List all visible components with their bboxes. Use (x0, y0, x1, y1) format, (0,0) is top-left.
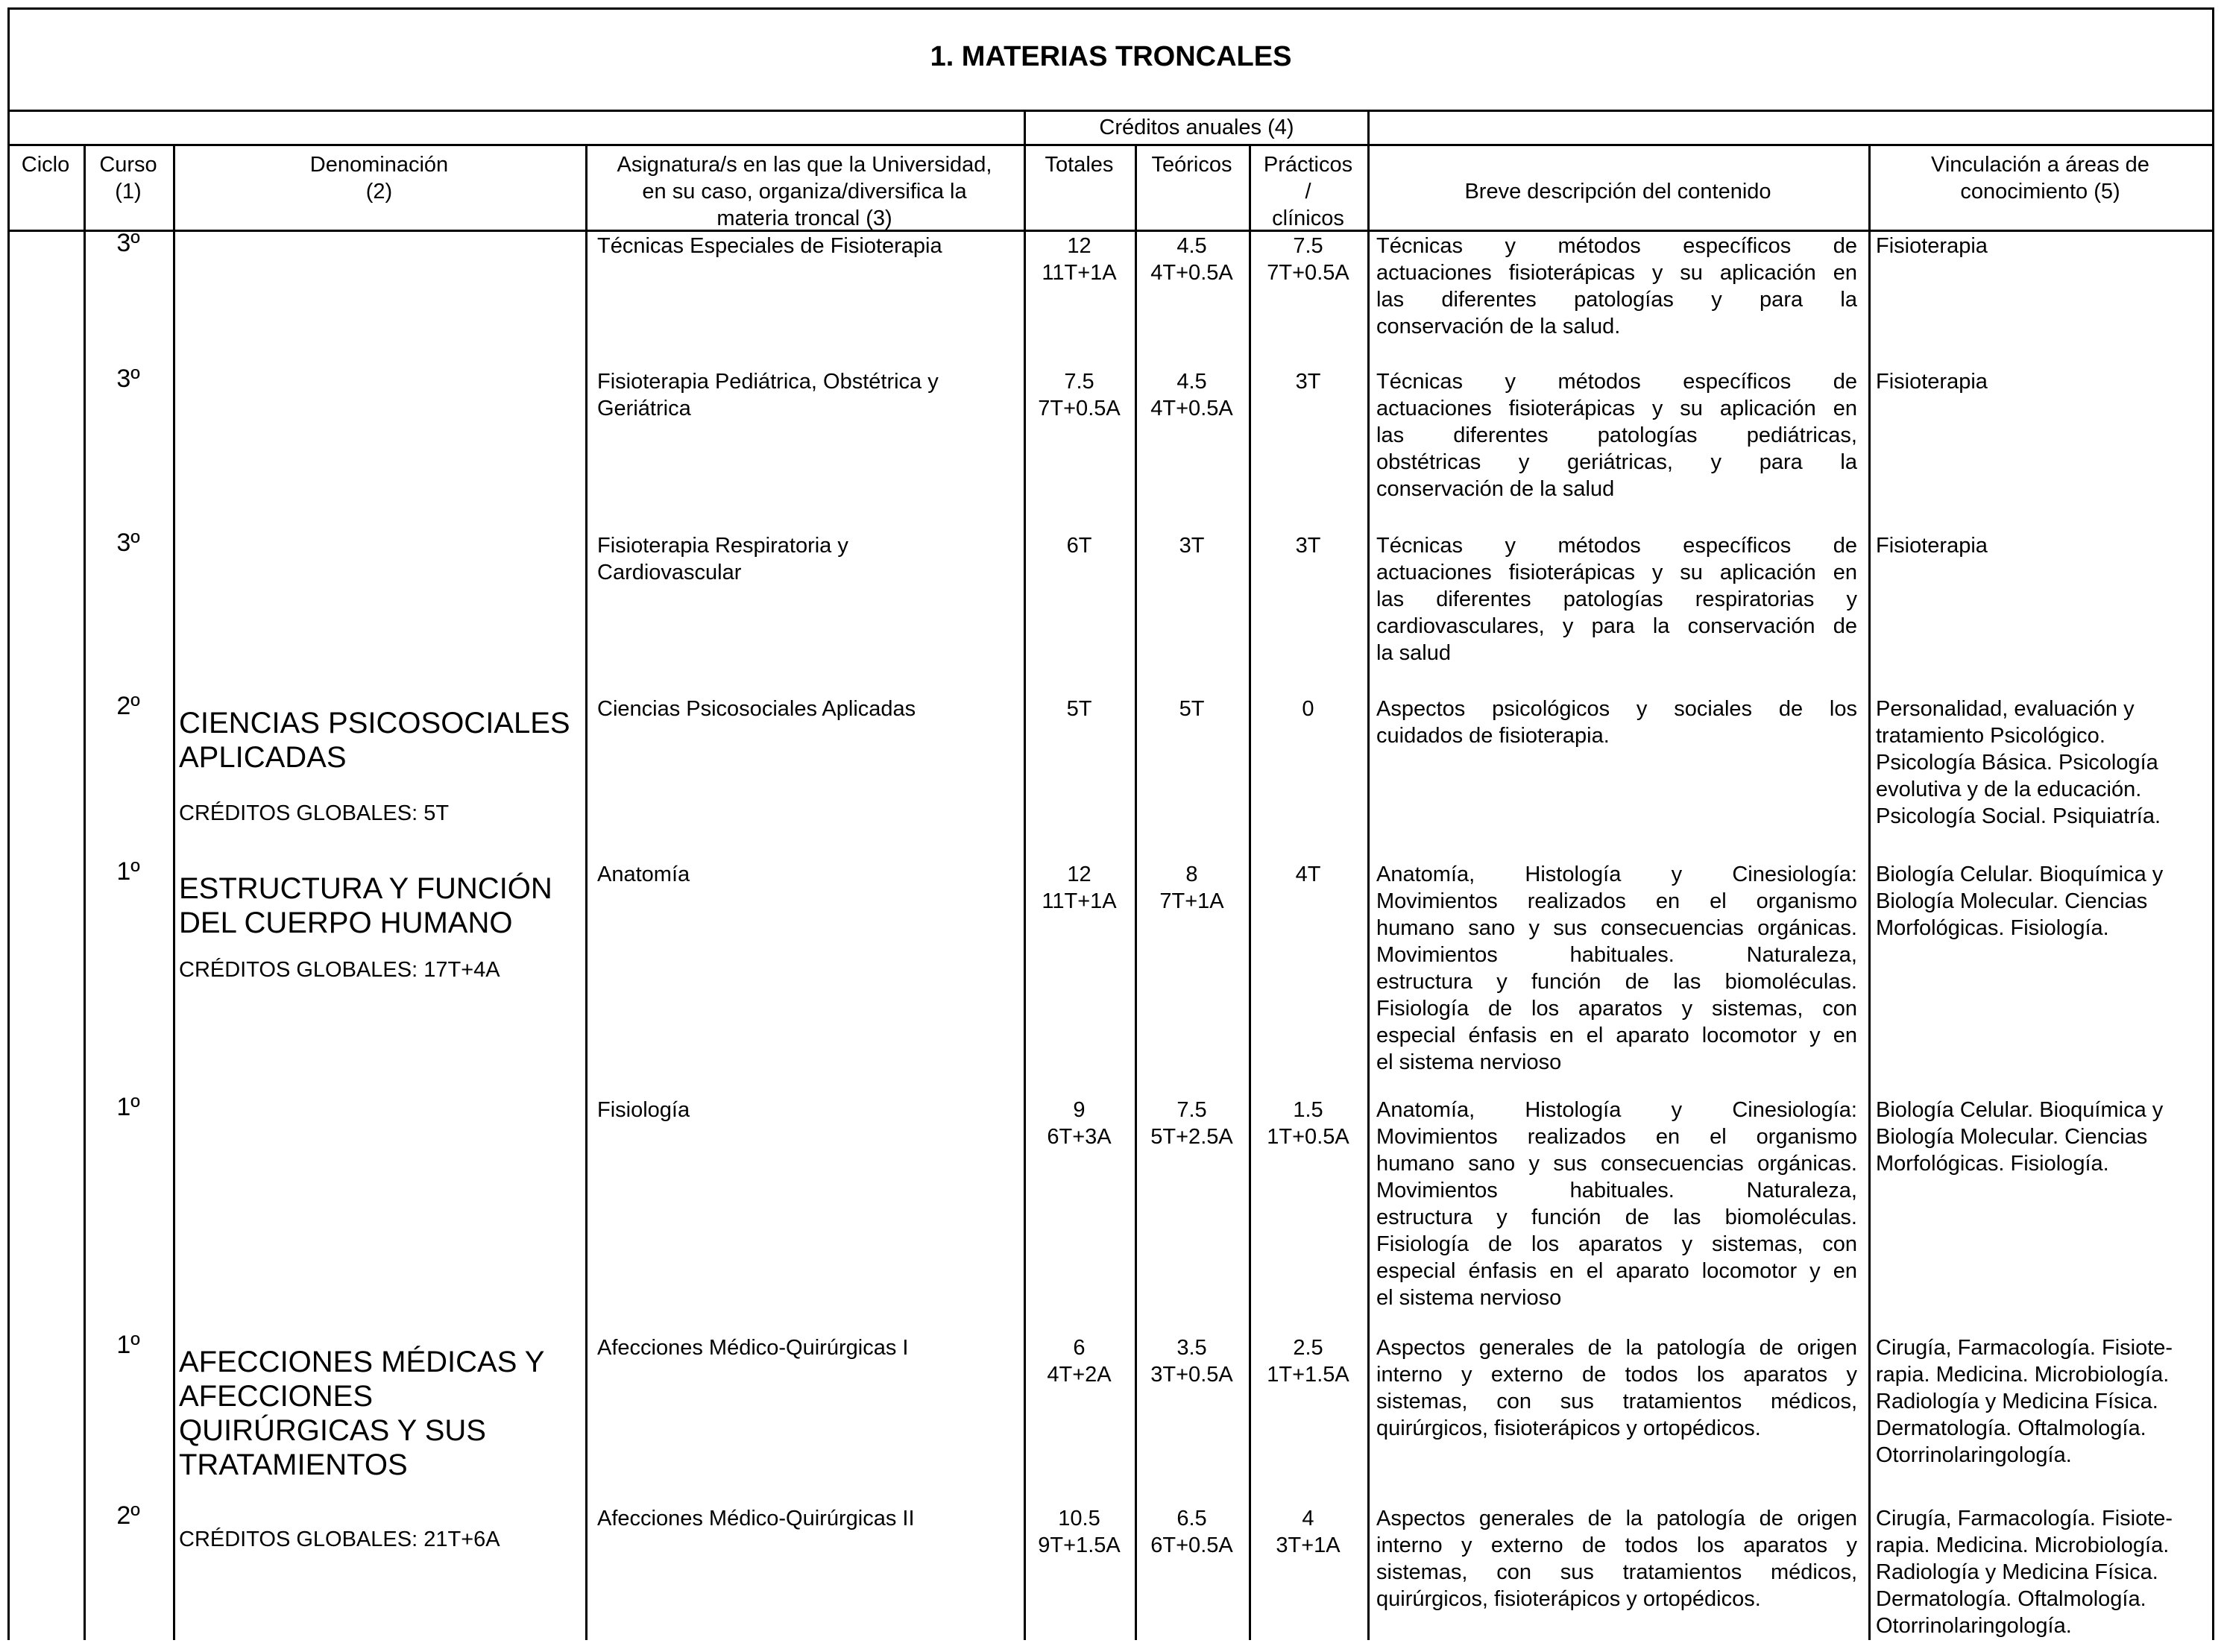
practicos-cell: 2.5 (1293, 1336, 1323, 1360)
header-ciclo: Ciclo (21, 153, 70, 177)
descripcion-line: Movimientos realizados en el organismo (1376, 889, 1857, 913)
descripcion-line: las diferentes patologías y para la (1376, 288, 1857, 312)
descripcion-line: interno y externo de todos los aparatos y (1376, 1533, 1857, 1557)
vinculacion-cell (1876, 696, 2208, 830)
denominacion-line: ESTRUCTURA Y FUNCIÓN (179, 872, 552, 905)
header-bottom (7, 230, 2214, 232)
descripcion-line: sistemas, con sus tratamientos médicos, (1376, 1560, 1857, 1584)
totales-cell: 7T+0.5A (1038, 397, 1121, 420)
teoricos-cell: 8 (1185, 863, 1198, 886)
vinculacion-line: Radiología y Medicina Física. (1876, 1560, 2158, 1584)
descripcion-line: especial énfasis en el aparato locomotor y en (1376, 1024, 1857, 1047)
totales-cell: 11T+1A (1042, 261, 1117, 285)
asignatura-line: Cardiovascular (597, 561, 742, 584)
vinculacion-line: evolutiva y de la educación. (1876, 778, 2142, 801)
vinculacion-line: Fisioterapia (1876, 534, 1988, 558)
header-practicos-line: clínicos (1272, 206, 1344, 230)
teoricos-cell: 5T+2.5A (1150, 1125, 1233, 1149)
curso-cell: 3º (116, 529, 140, 557)
vinculacion-cell (1876, 368, 2208, 395)
descripcion-line: Técnicas y métodos específicos de (1376, 534, 1857, 558)
header-denominacion-line: (2) (365, 180, 393, 204)
border-left (7, 7, 10, 1640)
practicos-cell: 1.5 (1293, 1098, 1323, 1122)
header-divider-right (1367, 144, 2214, 146)
header-denominacion-line: Denominación (309, 153, 449, 177)
descripcion-line: interno y externo de todos los aparatos y (1376, 1363, 1857, 1387)
border-right (2212, 7, 2214, 1640)
vinculacion-line: Psicología Social. Psiquiatría. (1876, 804, 2161, 828)
asignatura-line: Anatomía (597, 863, 690, 886)
header-descripcion: Breve descripción del contenido (1464, 180, 1771, 204)
practicos-cell: 1T+1.5A (1267, 1363, 1349, 1387)
descripcion-cell (1376, 861, 1857, 1076)
curso-cell: 3º (116, 229, 140, 257)
practicos-cell: 4 (1302, 1507, 1314, 1530)
vinculacion-line: Fisioterapia (1876, 370, 1988, 394)
descripcion-line: humano sano y sus consecuencias orgánicas. (1376, 1152, 1857, 1176)
curso-cell: 3º (116, 365, 140, 393)
descripcion-line: Fisiología de los aparatos y sistemas, con (1376, 997, 1857, 1021)
asignatura-line: Fisioterapia Pediátrica, Obstétrica y (597, 370, 939, 394)
descripcion-line: Técnicas y métodos específicos de (1376, 370, 1857, 394)
descripcion-line: Anatomía, Histología y Cinesiología: (1376, 863, 1857, 886)
teoricos-cell: 4T+0.5A (1150, 261, 1233, 285)
descripcion-line: las diferentes patologías pediátricas, (1376, 423, 1857, 447)
asignatura-line: Técnicas Especiales de Fisioterapia (597, 234, 942, 258)
descripcion-cell (1376, 696, 1857, 749)
header-asignatura-line: Asignatura/s en las que la Universidad, (617, 153, 992, 177)
teoricos-cell: 4.5 (1176, 370, 1207, 394)
col-line-desc (1868, 144, 1871, 1640)
vinculacion-cell (1876, 1334, 2208, 1469)
creditos-globales: CRÉDITOS GLOBALES: 17T+4A (179, 958, 500, 982)
practicos-cell: 4T (1295, 863, 1321, 886)
vinculacion-line: Biología Celular. Bioquímica y (1876, 1098, 2164, 1122)
teoricos-cell: 5T (1179, 697, 1205, 721)
vinculacion-line: Personalidad, evaluación y (1876, 697, 2135, 721)
descripcion-cell (1376, 233, 1857, 340)
descripcion-line: la salud (1376, 641, 1451, 665)
vinculacion-line: Radiología y Medicina Física. (1876, 1390, 2158, 1413)
header-asignatura-line: en su caso, organiza/diversifica la (642, 180, 967, 204)
teoricos-cell: 7.5 (1176, 1098, 1207, 1122)
border-top (7, 7, 2214, 10)
descripcion-line: conservación de la salud (1376, 477, 1615, 501)
page-title: 1. MATERIAS TRONCALES (930, 41, 1292, 72)
col-line-curso-b (173, 230, 175, 1640)
asignatura-line: Afecciones Médico-Quirúrgicas I (597, 1336, 909, 1360)
col-line-practicos (1367, 110, 1370, 1640)
totales-cell: 6 (1073, 1336, 1086, 1360)
teoricos-cell: 4T+0.5A (1150, 397, 1233, 420)
totales-cell: 6T (1066, 534, 1092, 558)
vinculacion-line: Biología Molecular. Ciencias (1876, 889, 2148, 913)
descripcion-line: Aspectos generales de la patología de origen (1376, 1336, 1857, 1360)
totales-cell: 12 (1067, 863, 1091, 886)
asignatura-line: Afecciones Médico-Quirúrgicas II (597, 1507, 915, 1530)
descripcion-cell (1376, 1097, 1857, 1311)
denominacion-line: AFECCIONES MÉDICAS Y (179, 1346, 545, 1378)
creditos-globales: CRÉDITOS GLOBALES: 5T (179, 801, 450, 825)
vinculacion-line: Morfológicas. Fisiología. (1876, 1152, 2109, 1176)
vinculacion-line: Dermatología. Oftalmología. (1876, 1416, 2146, 1440)
descripcion-line: quirúrgicos, fisioterápicos y ortopédicos. (1376, 1416, 1761, 1440)
practicos-cell: 7T+0.5A (1267, 261, 1349, 285)
totales-cell: 9 (1073, 1098, 1086, 1122)
practicos-cell: 3T+1A (1276, 1533, 1341, 1557)
header-teoricos: Teóricos (1151, 153, 1232, 177)
title-divider (7, 110, 2214, 112)
asignatura-line: Fisioterapia Respiratoria y (597, 534, 848, 558)
vinculacion-line: Otorrinolaringología. (1876, 1614, 2072, 1638)
descripcion-line: sistemas, con sus tratamientos médicos, (1376, 1390, 1857, 1413)
vinculacion-cell (1876, 1505, 2208, 1639)
descripcion-line: el sistema nervioso (1376, 1050, 1562, 1074)
descripcion-line: Movimientos realizados en el organismo (1376, 1125, 1857, 1149)
creditos-globales: CRÉDITOS GLOBALES: 21T+6A (179, 1528, 500, 1551)
denominacion-line: APLICADAS (179, 741, 347, 774)
practicos-cell: 3T (1295, 534, 1321, 558)
creditos-divider (1024, 144, 1367, 146)
header-practicos-line: Prácticos (1263, 153, 1353, 177)
vinculacion-line: Psicología Básica. Psicología (1876, 751, 2158, 775)
descripcion-line: humano sano y sus consecuencias orgánicas. (1376, 916, 1857, 940)
descripcion-line: Aspectos generales de la patología de origen (1376, 1507, 1857, 1530)
totales-cell: 4T+2A (1047, 1363, 1112, 1387)
teoricos-cell: 6T+0.5A (1150, 1533, 1233, 1557)
teoricos-cell: 3T+0.5A (1150, 1363, 1233, 1387)
totales-cell: 9T+1.5A (1038, 1533, 1121, 1557)
totales-cell: 11T+1A (1042, 889, 1117, 913)
descripcion-line: cardiovasculares, y para la conservación de (1376, 614, 1857, 638)
practicos-cell: 1T+0.5A (1267, 1125, 1349, 1149)
denominacion-line: QUIRÚRGICAS Y SUS (179, 1414, 486, 1447)
denominacion-line: TRATAMIENTOS (179, 1448, 408, 1481)
header-curso-line: (1) (115, 180, 142, 204)
practicos-cell: 3T (1295, 370, 1321, 394)
denominacion-line: CIENCIAS PSICOSOCIALES (179, 707, 570, 740)
vinculacion-line: Cirugía, Farmacología. Fisiote- (1876, 1507, 2173, 1530)
descripcion-line: Movimientos habituales. Naturaleza, (1376, 1179, 1857, 1202)
vinculacion-cell (1876, 861, 2208, 942)
asignatura-line: Ciencias Psicosociales Aplicadas (597, 697, 916, 721)
totales-cell: 12 (1067, 234, 1091, 258)
vinculacion-line: Biología Celular. Bioquímica y (1876, 863, 2164, 886)
vinculacion-line: Cirugía, Farmacología. Fisiote- (1876, 1336, 2173, 1360)
totales-cell: 5T (1066, 697, 1092, 721)
col-line-denom (585, 144, 587, 1640)
vinculacion-line: Biología Molecular. Ciencias (1876, 1125, 2148, 1149)
curso-cell: 2º (116, 692, 140, 720)
teoricos-cell: 3T (1179, 534, 1205, 558)
totales-cell: 7.5 (1064, 370, 1094, 394)
vinculacion-cell (1876, 1097, 2208, 1177)
teoricos-cell: 7T+1A (1159, 889, 1224, 913)
descripcion-line: el sistema nervioso (1376, 1286, 1562, 1310)
practicos-cell: 0 (1302, 697, 1314, 721)
vinculacion-cell (1876, 233, 2208, 259)
vinculacion-line: rapia. Medicina. Microbiología. (1876, 1363, 2170, 1387)
descripcion-line: especial énfasis en el aparato locomotor y en (1376, 1259, 1857, 1283)
denominacion-line: DEL CUERPO HUMANO (179, 907, 513, 939)
header-divider-left (7, 144, 1024, 146)
vinculacion-line: Dermatología. Oftalmología. (1876, 1587, 2146, 1611)
denominacion-line: AFECCIONES (179, 1380, 374, 1413)
descripcion-line: Anatomía, Histología y Cinesiología: (1376, 1098, 1857, 1122)
curso-cell: 1º (116, 1331, 140, 1359)
header-curso-line: Curso (99, 153, 157, 177)
descripcion-line: cuidados de fisioterapia. (1376, 724, 1610, 748)
curso-cell: 1º (116, 857, 140, 886)
descripcion-line: conservación de la salud. (1376, 315, 1621, 338)
asignatura-line: Geriátrica (597, 397, 691, 420)
vinculacion-cell (1876, 532, 2208, 559)
descripcion-line: Fisiología de los aparatos y sistemas, con (1376, 1232, 1857, 1256)
header-vinculacion-line: Vinculación a áreas de (1931, 153, 2149, 177)
header-creditos-anuales: Créditos anuales (4) (1099, 116, 1294, 139)
curso-cell: 2º (116, 1501, 140, 1530)
teoricos-cell: 6.5 (1176, 1507, 1207, 1530)
descripcion-line: actuaciones fisioterápicas y su aplicación en (1376, 397, 1857, 420)
descripcion-line: actuaciones fisioterápicas y su aplicación en (1376, 561, 1857, 584)
descripcion-line: quirúrgicos, fisioterápicos y ortopédicos. (1376, 1587, 1761, 1611)
teoricos-cell: 3.5 (1176, 1336, 1207, 1360)
descripcion-line: obstétricas y geriátricas, y para la (1376, 450, 1857, 474)
header-vinculacion-line: conocimiento (5) (1960, 180, 2120, 204)
practicos-cell: 7.5 (1293, 234, 1323, 258)
teoricos-cell: 4.5 (1176, 234, 1207, 258)
descripcion-line: estructura y función de las biomoléculas. (1376, 970, 1857, 994)
descripcion-cell (1376, 1334, 1857, 1442)
vinculacion-line: tratamiento Psicológico. (1876, 724, 2105, 748)
vinculacion-line: rapia. Medicina. Microbiología. (1876, 1533, 2170, 1557)
vinculacion-line: Otorrinolaringología. (1876, 1443, 2072, 1467)
descripcion-line: Movimientos habituales. Naturaleza, (1376, 943, 1857, 967)
descripcion-cell (1376, 368, 1857, 502)
header-practicos-line: / (1305, 180, 1311, 204)
descripcion-line: Técnicas y métodos específicos de (1376, 234, 1857, 258)
totales-cell: 6T+3A (1047, 1125, 1112, 1149)
curso-cell: 1º (116, 1093, 140, 1121)
header-asignatura-line: materia troncal (3) (716, 206, 892, 230)
col-line-ciclo-b (84, 230, 86, 1640)
vinculacion-line: Fisioterapia (1876, 234, 1988, 258)
vinculacion-line: Morfológicas. Fisiología. (1876, 916, 2109, 940)
asignatura-line: Fisiología (597, 1098, 690, 1122)
descripcion-line: estructura y función de las biomoléculas. (1376, 1205, 1857, 1229)
header-totales: Totales (1045, 153, 1114, 177)
descripcion-line: actuaciones fisioterápicas y su aplicación en (1376, 261, 1857, 285)
descripcion-line: las diferentes patologías respiratorias y (1376, 587, 1857, 611)
descripcion-cell (1376, 532, 1857, 666)
totales-cell: 10.5 (1058, 1507, 1100, 1530)
descripcion-line: Aspectos psicológicos y sociales de los (1376, 697, 1857, 721)
descripcion-cell (1376, 1505, 1857, 1612)
